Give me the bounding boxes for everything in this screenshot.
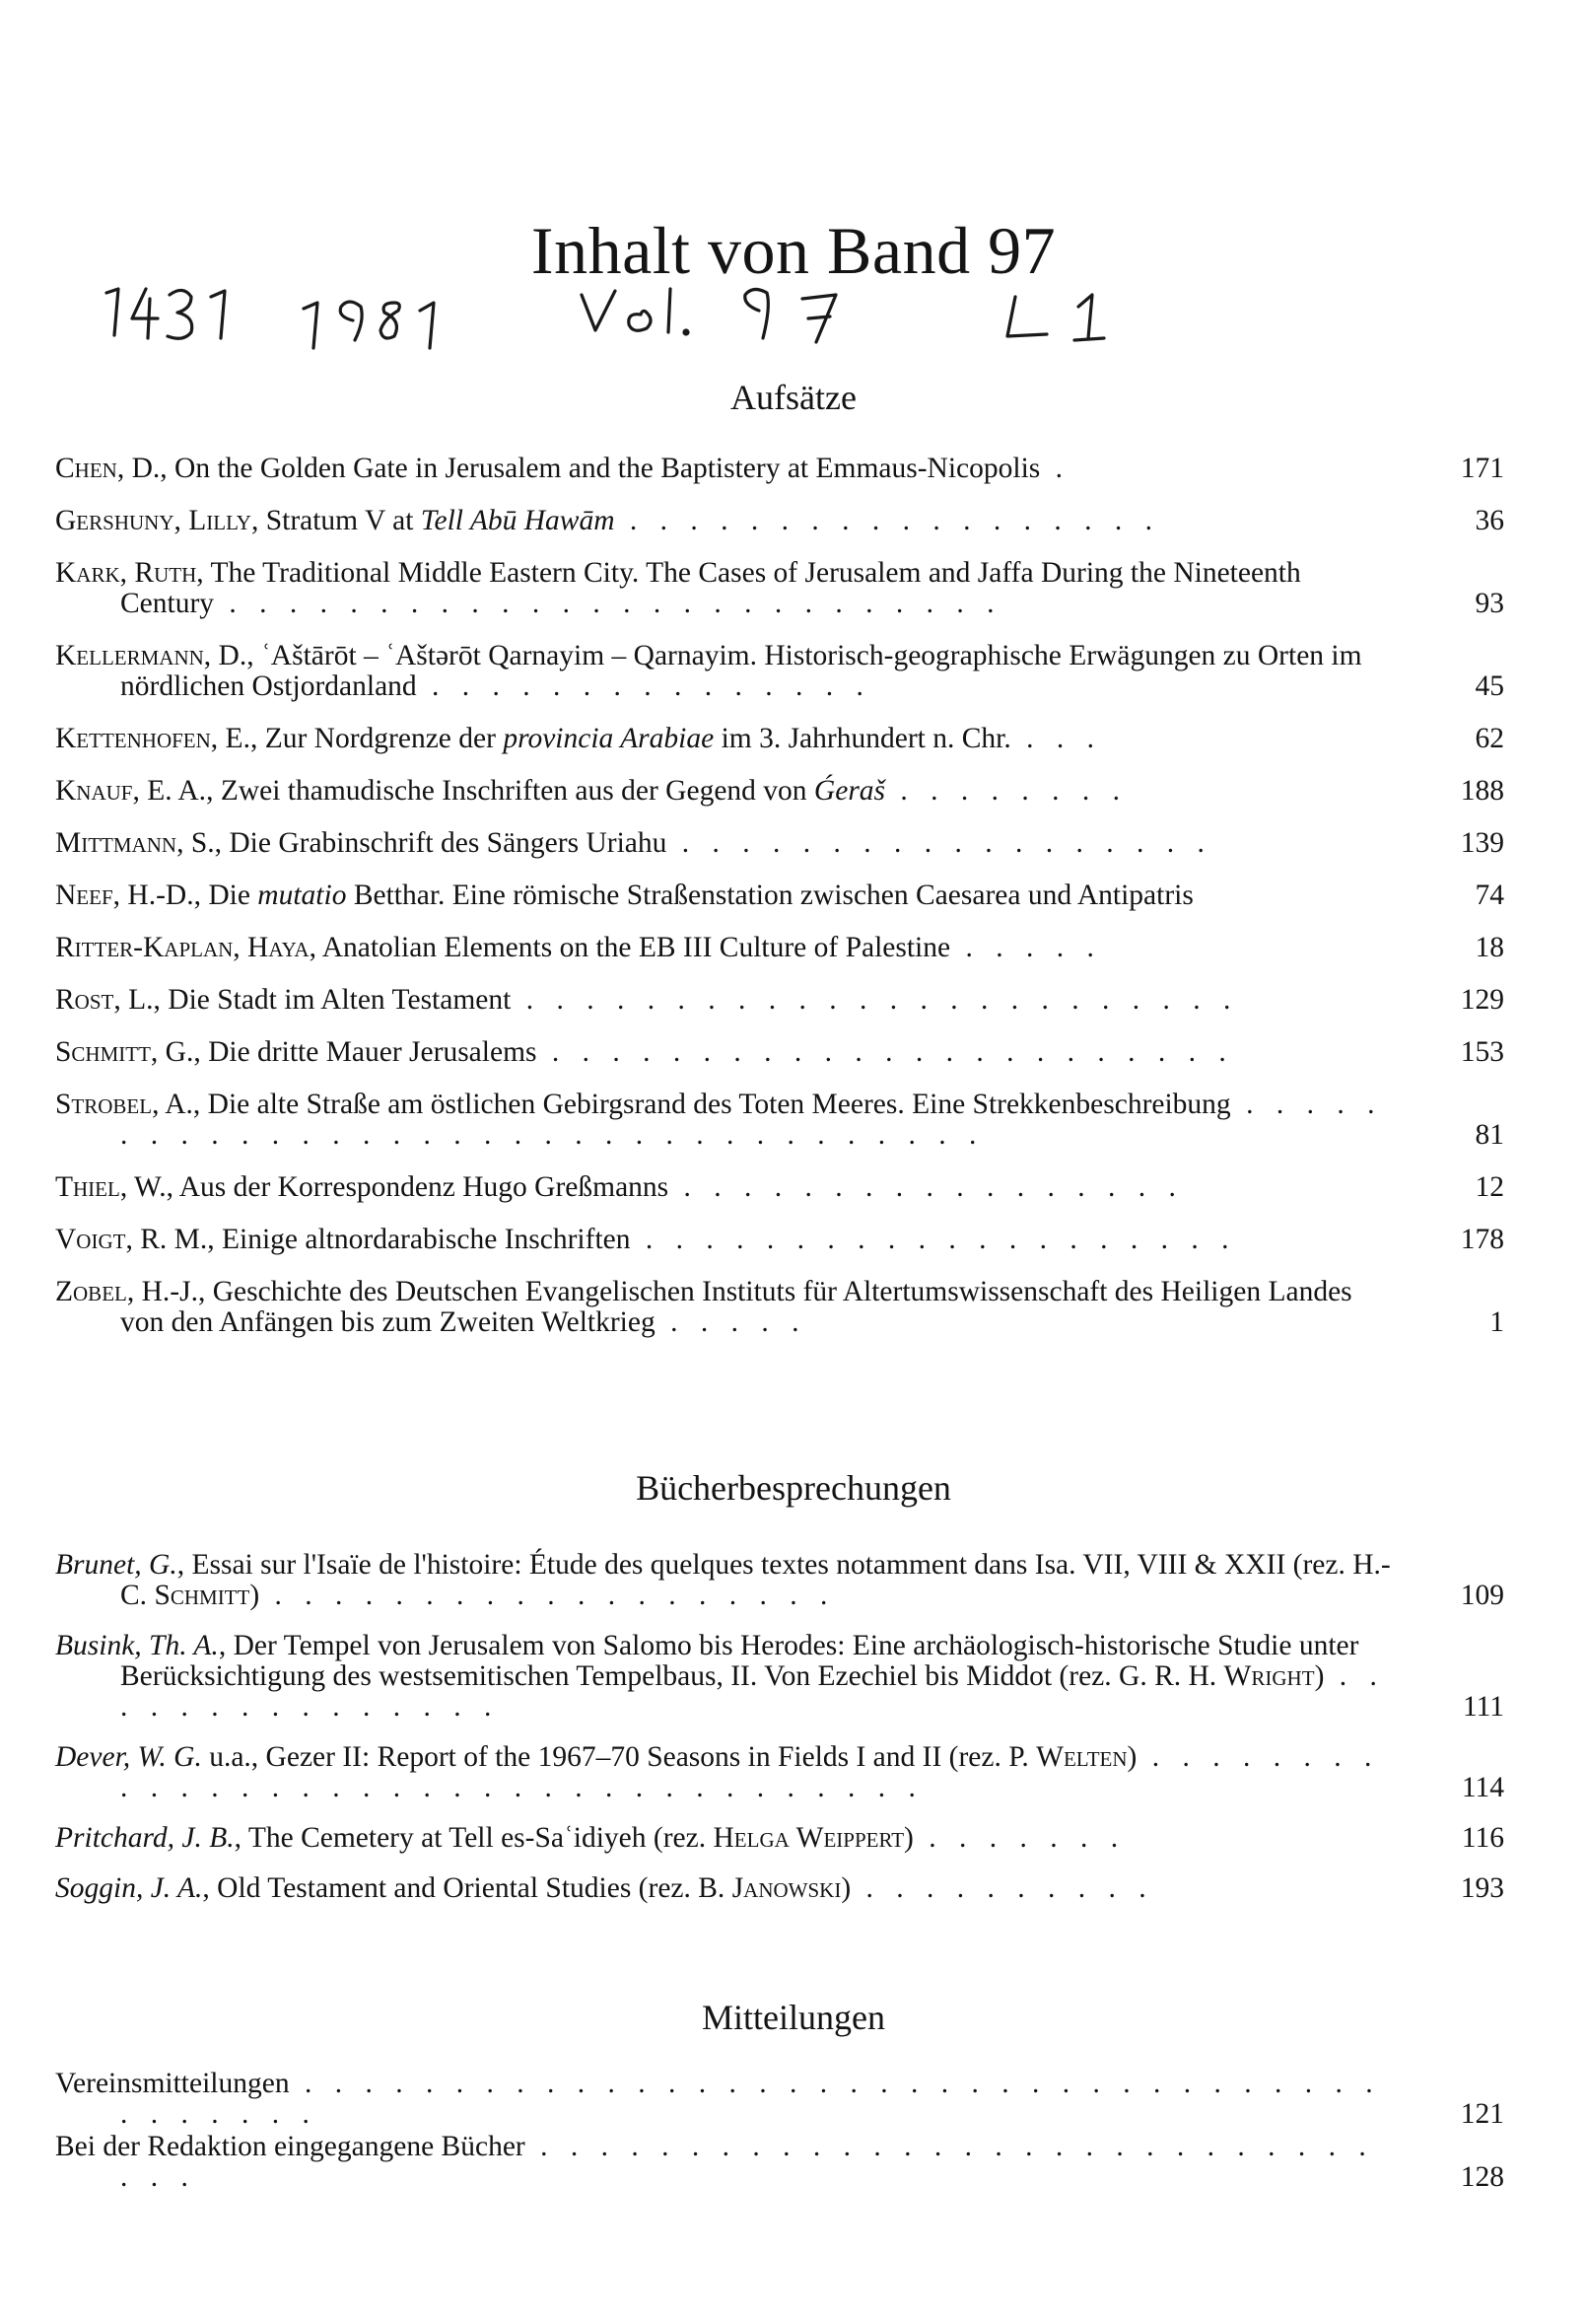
entry-initials: ,	[119, 557, 135, 589]
entry-title: , The Cemetery at Tell es-Saʿidiyeh (rez.	[234, 1822, 714, 1854]
entry-author-first-name: Lilly	[188, 505, 251, 536]
toc-entry	[55, 454, 1504, 484]
entry-title: , Einige altnordarabische Inschriften	[207, 1224, 631, 1255]
entry-initials: , E. A.	[132, 775, 207, 807]
toc-entry	[55, 724, 1504, 754]
dot-leader: . . . . . . . . . . . . . . .	[120, 1660, 1385, 1723]
entry-title: , The Traditional Middle Eastern City. The Cases of Jerusalem and Jaffa During the Nineteenth Century	[120, 557, 1301, 619]
toc-entry	[55, 2069, 1504, 2130]
entry-author: Schmitt	[55, 1036, 151, 1068]
section-heading-mitteilungen: Mitteilungen	[702, 1998, 885, 2037]
toc-entry	[55, 1742, 1504, 1803]
dot-leader: . . . . .	[655, 1306, 807, 1338]
dot-leader: . . . . .	[950, 932, 1102, 963]
entry-initials: , S.	[176, 827, 215, 859]
entry-title: , Zur Nordgrenze der	[249, 723, 504, 754]
toc-entry	[55, 1225, 1504, 1255]
dot-leader: . . .	[1010, 723, 1102, 754]
entry-author: Rost	[55, 984, 114, 1016]
toc-entry	[55, 776, 1504, 807]
entry-title: , Die dritte Mauer Jerusalems	[193, 1036, 537, 1068]
toc-entry	[55, 641, 1504, 702]
entry-author: Voigt	[55, 1224, 126, 1255]
dot-leader: . . . . . . . . . . . . . . . . . . . . . . . . . . . . . . . . . . . . . . . . . . .	[120, 2068, 1381, 2130]
entry-title: , On the Golden Gate in Jerusalem and the Baptistery at Emmaus-Nicopolis	[160, 453, 1041, 484]
entry-author: Zobel	[55, 1276, 127, 1307]
entry-author: Pritchard, J. B.	[55, 1822, 235, 1854]
entry-author: Neef	[55, 880, 113, 911]
dot-leader: . . . . . . . . . . . . . . . . . .	[666, 827, 1212, 859]
entry-author: Mittmann	[55, 827, 177, 859]
entry-title: , Die Grabinschrift des Sängers Uriahu	[214, 827, 667, 859]
entry-initials: , H.-J.	[126, 1276, 198, 1307]
dot-leader: . . . . . . . . . . . . . . . . . . . . . . . . . . . . . . . . . .	[120, 1089, 1383, 1151]
toc-entry	[55, 1172, 1504, 1203]
entry-initials: ,	[173, 505, 189, 536]
page-number: 193	[1460, 1872, 1504, 1904]
dot-leader: . . . . . . . . . . . . . . . . . . .	[259, 1580, 836, 1611]
page-number: 129	[1460, 984, 1504, 1016]
entry-author: Kettenhofen	[55, 723, 211, 754]
page-number: 171	[1460, 453, 1504, 484]
toc-entry	[55, 880, 1504, 911]
dot-leader: . . . . . . . . . . . . . . . . . . . . . . .	[536, 1036, 1234, 1068]
dot-leader: . . . . . . . . . . . . . . . . .	[668, 1171, 1184, 1203]
section-heading-buecherbesprechungen: Bücherbesprechungen	[636, 1468, 951, 1508]
entry-title-italic: provincia Arabiae	[503, 723, 715, 754]
entry-title-rest: )	[904, 1822, 914, 1854]
toc-entry	[55, 985, 1504, 1016]
page-number: 178	[1460, 1224, 1504, 1255]
entry-author: Kellermann	[55, 640, 204, 671]
page-number: 188	[1460, 775, 1504, 807]
page-number: 114	[1461, 1772, 1504, 1803]
entry-author: Ritter-Kaplan	[55, 932, 234, 963]
entry-title: , ʿAštārōt – ʿAštərōt Qarnayim – Qarnayim. Historisch-geographische Erwägungen zu Orten im nördlichen Ostjordanland	[120, 640, 1362, 702]
buecherbesprechungen-list	[55, 1550, 1504, 1924]
entry-title: , Old Testament and Oriental Studies (rez. B.	[202, 1872, 732, 1904]
section-heading-aufsaetze: Aufsätze	[730, 378, 857, 417]
entry-initials: , A.	[152, 1089, 193, 1120]
page-number: 62	[1475, 723, 1504, 754]
entry-title: , Der Tempel von Jerusalem von Salomo bis Herodes: Eine archäologisch-historische Studie unter Berücksichtigung des westsemitischen Tempelbaus, II. Von Ezechiel bis Middot (rez. G. R. H.	[120, 1630, 1359, 1692]
toc-entry	[55, 1550, 1504, 1611]
entry-author: Chen	[55, 453, 117, 484]
entry-title-italic: Tell Abū Hawām	[420, 505, 615, 536]
entry-reviewer: Helga Weippert	[713, 1822, 905, 1854]
entry-initials: , E.	[210, 723, 250, 754]
aufsaetze-list	[55, 454, 1504, 1360]
page-number: 128	[1460, 2161, 1504, 2193]
entry-author: Knauf	[55, 775, 133, 807]
dot-leader: . . . . . . . . . .	[851, 1872, 1154, 1904]
page-number: 153	[1460, 1036, 1504, 1068]
entry-title: , Anatolian Elements on the EB III Culture of Palestine	[309, 932, 951, 963]
page-number: 121	[1460, 2098, 1504, 2130]
entry-author: Busink, Th. A.	[55, 1630, 219, 1661]
entry-reviewer: Welten	[1036, 1741, 1128, 1773]
entry-initials: , L.	[113, 984, 154, 1016]
entry-title: , Geschichte des Deutschen Evangelischen Instituts für Altertumswissenschaft des Heiligen Landes von den Anfängen bis zum Zweiten Weltkrieg	[120, 1276, 1352, 1338]
entry-initials: , D.	[116, 453, 161, 484]
dot-leader: .	[1040, 453, 1071, 484]
dot-leader: . . . . . . . . . . . . . . . . . . . . . . . . . .	[214, 588, 1002, 619]
entry-author: Kark	[55, 557, 120, 589]
page-number: 45	[1475, 670, 1504, 702]
dot-leader: . . . . . . .	[913, 1822, 1127, 1854]
entry-title-italic: Ǵeraš	[813, 775, 886, 807]
toc-entry	[55, 828, 1504, 859]
dot-leader: . . . . . . . . . . . . . . . . . . . . . . . . . . . . . . . . . . .	[120, 1741, 1380, 1803]
entry-initials: , D.	[203, 640, 247, 671]
entry-title: , Stratum V at	[250, 505, 421, 536]
entry-author: Gershuny	[55, 505, 174, 536]
page-number: 1	[1489, 1306, 1504, 1338]
dot-leader: . . . . . . . . . . . . . . . . . .	[614, 505, 1161, 536]
toc-entry	[55, 1873, 1504, 1904]
page-title: Inhalt von Band 97	[530, 213, 1057, 288]
toc-entry	[55, 1823, 1504, 1854]
entry-author: Strobel	[55, 1089, 153, 1120]
toc-entry	[55, 506, 1504, 536]
entry-reviewer: Wright	[1223, 1660, 1315, 1692]
entry-reviewer: Janowski	[731, 1872, 842, 1904]
dot-leader: . . . . . . . . . . . . . . . . . . . .	[630, 1224, 1237, 1255]
page-number: 111	[1462, 1691, 1504, 1723]
toc-entry	[55, 1277, 1504, 1338]
entry-author: Thiel	[55, 1171, 120, 1203]
dot-leader: . . . . . . . . . . . . . . . . . . . . . . . .	[511, 984, 1239, 1016]
entry-title: , Die Stadt im Alten Testament	[153, 984, 512, 1016]
entry-title: , Die alte Straße am östlichen Gebirgsrand des Toten Meeres. Eine Strekkenbeschreibung	[192, 1089, 1231, 1120]
page-number: 36	[1475, 505, 1504, 536]
entry-author: Brunet, G.	[55, 1549, 177, 1581]
page-number: 12	[1475, 1171, 1504, 1203]
entry-initials: , G.	[150, 1036, 194, 1068]
entry-initials: ,	[233, 932, 248, 963]
entry-title: , Die	[193, 880, 258, 911]
entry-title: Bei der Redaktion eingegangene Bücher	[55, 2131, 525, 2162]
entry-title-rest: )	[1127, 1741, 1138, 1773]
entry-initials: , W.	[119, 1171, 167, 1203]
dot-leader: . . . . . . . . . . . . . . . . . . . . . . . . . . . . . . .	[120, 2131, 1374, 2193]
entry-title-rest: Betthar. Eine römische Straßenstation zwischen Caesarea und Antipatris	[346, 880, 1194, 911]
entry-initials: , H.-D.	[112, 880, 194, 911]
entry-title-italic: mutatio	[257, 880, 347, 911]
toc-entry	[55, 2132, 1504, 2193]
entry-title: Vereinsmitteilungen	[55, 2068, 290, 2099]
entry-title-rest: )	[249, 1580, 260, 1611]
toc-entry	[55, 1631, 1504, 1723]
page-number: 139	[1460, 827, 1504, 859]
toc-entry	[55, 1090, 1504, 1151]
page-number: 109	[1460, 1580, 1504, 1611]
entry-title: , Aus der Korrespondenz Hugo Greßmanns	[166, 1171, 669, 1203]
entry-reviewer: Schmitt	[154, 1580, 250, 1611]
entry-author-first-name: Haya	[247, 932, 310, 963]
entry-author-first-name: Ruth	[134, 557, 197, 589]
entry-title: , Essai sur l'Isaïe de l'histoire: Étude des quelques textes notamment dans Isa. VII, VIII & XXII (rez. H.-C.	[120, 1549, 1391, 1611]
page-number: 116	[1461, 1822, 1504, 1854]
mitteilungen-list	[55, 2069, 1504, 2195]
page-number: 81	[1475, 1119, 1504, 1151]
handwritten-shelfmark	[89, 281, 1222, 355]
page-number: 18	[1475, 932, 1504, 963]
entry-author: Dever, W. G.	[55, 1741, 202, 1773]
entry-title: u.a., Gezer II: Report of the 1967–70 Seasons in Fields I and II (rez. P.	[201, 1741, 1037, 1773]
dot-leader: . . . . . . . .	[885, 775, 1129, 807]
entry-title-rest: )	[1314, 1660, 1325, 1692]
toc-entry	[55, 1037, 1504, 1068]
entry-title: , Zwei thamudische Inschriften aus der Gegend von	[206, 775, 814, 807]
entry-initials: , R. M.	[125, 1224, 208, 1255]
page-number: 74	[1475, 880, 1504, 911]
entry-title-rest: )	[841, 1872, 852, 1904]
entry-author: Soggin, J. A.	[55, 1872, 203, 1904]
dot-leader: . . . . . . . . . . . . . . .	[416, 670, 871, 702]
toc-entry	[55, 933, 1504, 963]
page-number: 93	[1475, 588, 1504, 619]
entry-title-rest: im 3. Jahrhundert n. Chr.	[714, 723, 1011, 754]
toc-entry	[55, 558, 1504, 619]
